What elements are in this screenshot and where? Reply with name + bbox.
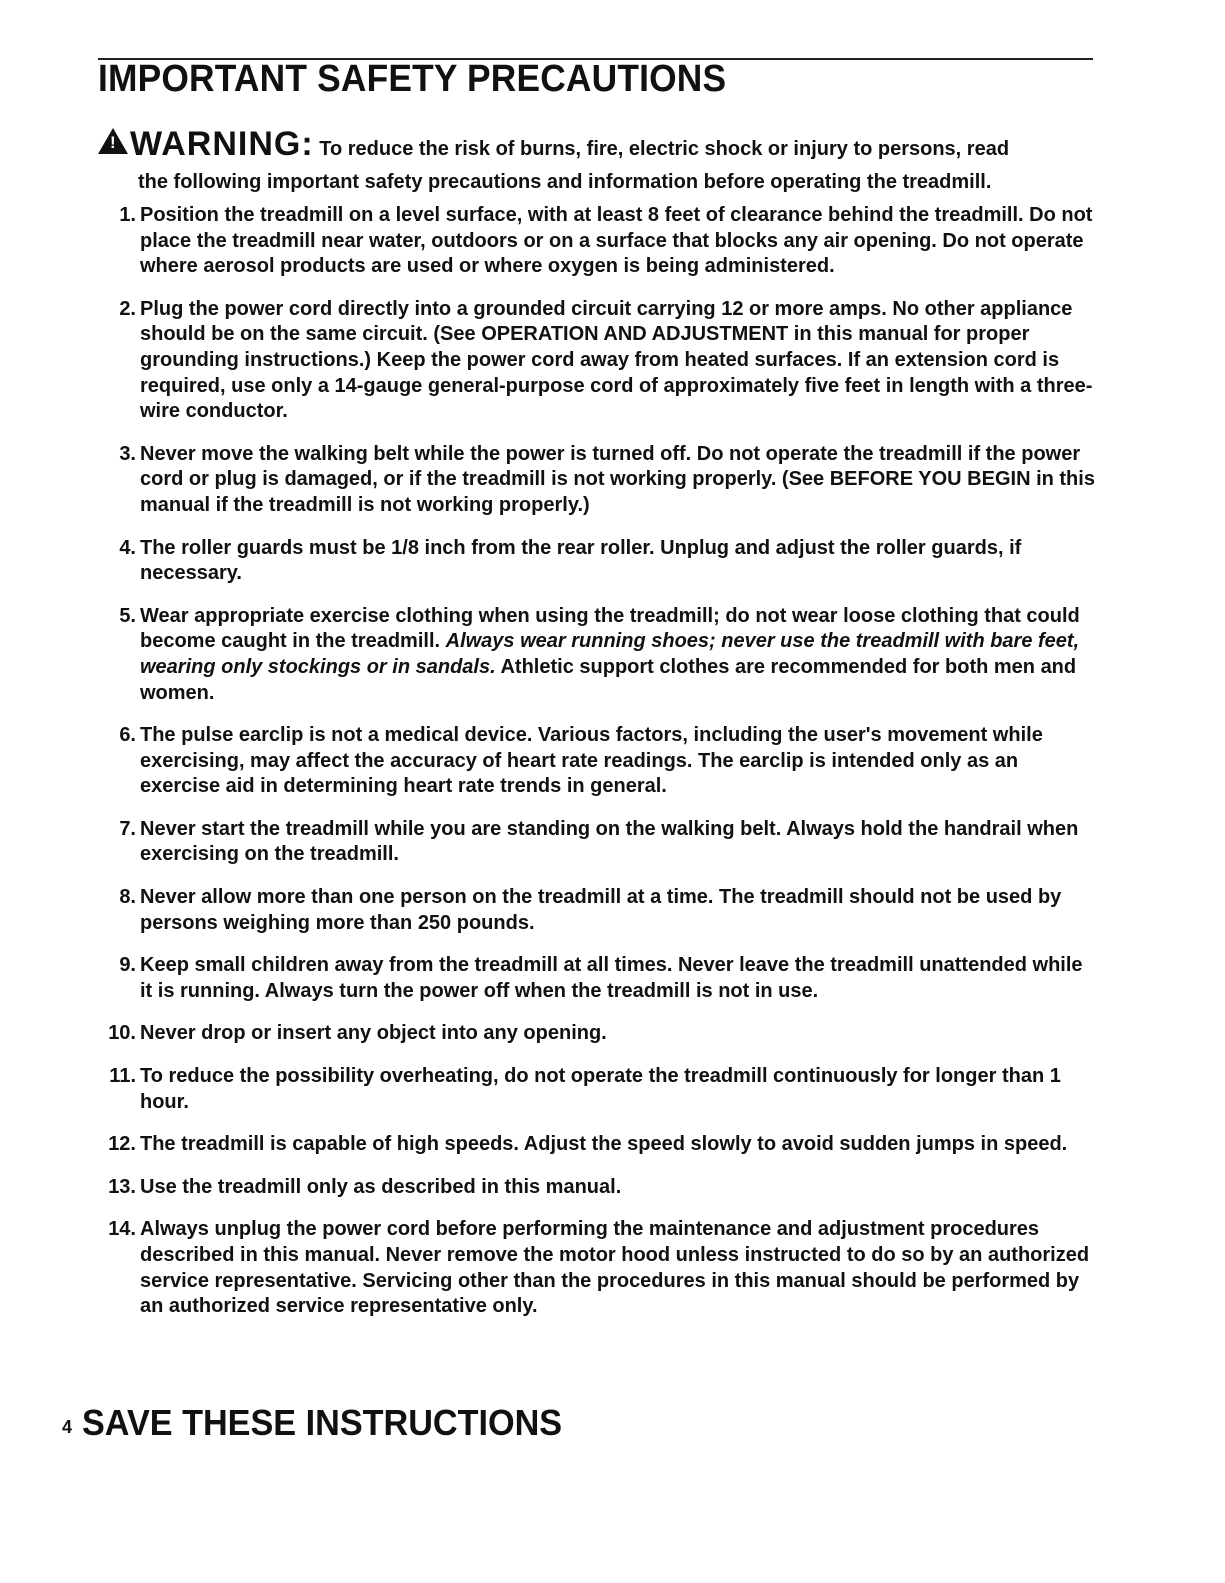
warning-label: WARNING: bbox=[130, 125, 314, 163]
item-number: 4. bbox=[119, 536, 136, 559]
item-number: 9. bbox=[119, 954, 136, 977]
page-footer bbox=[62, 1402, 587, 1444]
item-number: 6. bbox=[119, 724, 136, 747]
list-item bbox=[98, 1217, 1098, 1319]
warning-triangle-icon bbox=[98, 128, 128, 154]
list-item bbox=[98, 442, 1098, 519]
list-item bbox=[98, 604, 1098, 706]
precautions-list bbox=[98, 203, 1098, 1337]
save-instructions-heading: SAVE THESE INSTRUCTIONS bbox=[82, 1402, 563, 1443]
item-text: Keep small children away from the treadmill at all times. Never leave the treadmill unattended while it is running. Always turn the power off when the treadmill is not in use. bbox=[140, 954, 1083, 1002]
warning-block bbox=[98, 125, 1098, 199]
list-item bbox=[98, 1132, 1098, 1158]
item-number: 3. bbox=[119, 442, 136, 465]
item-text: Position the treadmill on a level surface, with at least 8 feet of clearance behind the treadmill. Do not place the treadmill near water, outdoors or on a surface that blocks any air opening. Do not operate where aerosol products are used or where oxygen is being administered. bbox=[140, 204, 1093, 278]
list-item bbox=[98, 953, 1098, 1004]
list-item bbox=[98, 1021, 1098, 1047]
item-text-italic: Always wear running shoes; never use the treadmill with bare feet, wearing only stockings or in sandals. bbox=[140, 630, 1080, 678]
item-text: Athletic support clothes are recommended for both men and women. bbox=[140, 655, 1077, 704]
item-number: 8. bbox=[119, 886, 136, 909]
item-text: Never move the walking belt while the power is turned off. Do not operate the treadmill if the power cord or plug is damaged, or if the treadmill is not working properly. (See BEFORE YOU BEGIN in this manual if the treadmill is not working properly.) bbox=[140, 442, 1095, 516]
item-text: Always unplug the power cord before performing the maintenance and adjustment procedures described in this manual. Never remove the motor hood unless instructed to do so by an authorized service representative. Servicing other than the procedures in this manual should be performed by an authorized service representative only. bbox=[140, 1218, 1090, 1318]
item-text: Use the treadmill only as described in this manual. bbox=[140, 1175, 622, 1198]
list-item bbox=[98, 297, 1098, 425]
list-item bbox=[98, 536, 1098, 587]
page-title: IMPORTANT SAFETY PRECAUTIONS bbox=[98, 58, 727, 100]
item-number: 11. bbox=[109, 1065, 136, 1088]
item-number: 5. bbox=[119, 604, 136, 627]
item-text: The pulse earclip is not a medical device. Various factors, including the user's movement while exercising, may affect the accuracy of heart rate readings. The earclip is intended only as an exercise aid in determining heart rate trends in general. bbox=[140, 724, 1043, 798]
list-item bbox=[98, 723, 1098, 800]
item-number: 12. bbox=[108, 1133, 136, 1156]
item-text: Never start the treadmill while you are standing on the walking belt. Always hold the handrail when exercising on the treadmill. bbox=[140, 817, 1079, 866]
item-number: 13. bbox=[108, 1175, 136, 1198]
page-number: 4 bbox=[62, 1417, 73, 1437]
item-number: 1. bbox=[119, 204, 136, 226]
list-item bbox=[98, 885, 1098, 936]
item-text: The roller guards must be 1/8 inch from the rear roller. Unplug and adjust the roller guards, if necessary. bbox=[140, 536, 1022, 585]
item-number: 14. bbox=[108, 1218, 136, 1241]
item-number: 7. bbox=[119, 817, 136, 840]
list-item bbox=[98, 1064, 1098, 1115]
list-item bbox=[98, 203, 1098, 280]
item-text: Never allow more than one person on the treadmill at a time. The treadmill should not be used by persons weighing more than 250 pounds. bbox=[140, 886, 1062, 934]
list-item bbox=[98, 817, 1098, 868]
item-text: Wear appropriate exercise clothing when using the treadmill; do not wear loose clothing that could become caught in the treadmill. bbox=[140, 604, 1080, 653]
item-text: To reduce the possibility overheating, do not operate the treadmill continuously for longer than 1 hour. bbox=[140, 1065, 1061, 1113]
item-number: 2. bbox=[119, 297, 136, 320]
warning-text-1: To reduce the risk of burns, fire, electric shock or injury to persons, read bbox=[319, 138, 1010, 160]
warning-line-1 bbox=[98, 125, 1098, 166]
item-text: The treadmill is capable of high speeds. Adjust the speed slowly to avoid sudden jumps in speed. bbox=[140, 1133, 1068, 1156]
item-text: Plug the power cord directly into a grounded circuit carrying 12 or more amps. No other appliance should be on the same circuit. (See OPERATION AND ADJUSTMENT in this manual for proper grounding instructions.) Keep the power cord away from heated surfaces. If an extension cord is required, use only a 14-gauge general-purpose cord of approximately five feet in length with a three-wire conductor. bbox=[140, 297, 1093, 423]
item-text: Never drop or insert any object into any opening. bbox=[140, 1022, 607, 1045]
item-number: 10. bbox=[108, 1022, 136, 1045]
warning-text-2: the following important safety precautions and information before operating the treadmill. bbox=[138, 171, 992, 193]
list-item bbox=[98, 1175, 1098, 1201]
